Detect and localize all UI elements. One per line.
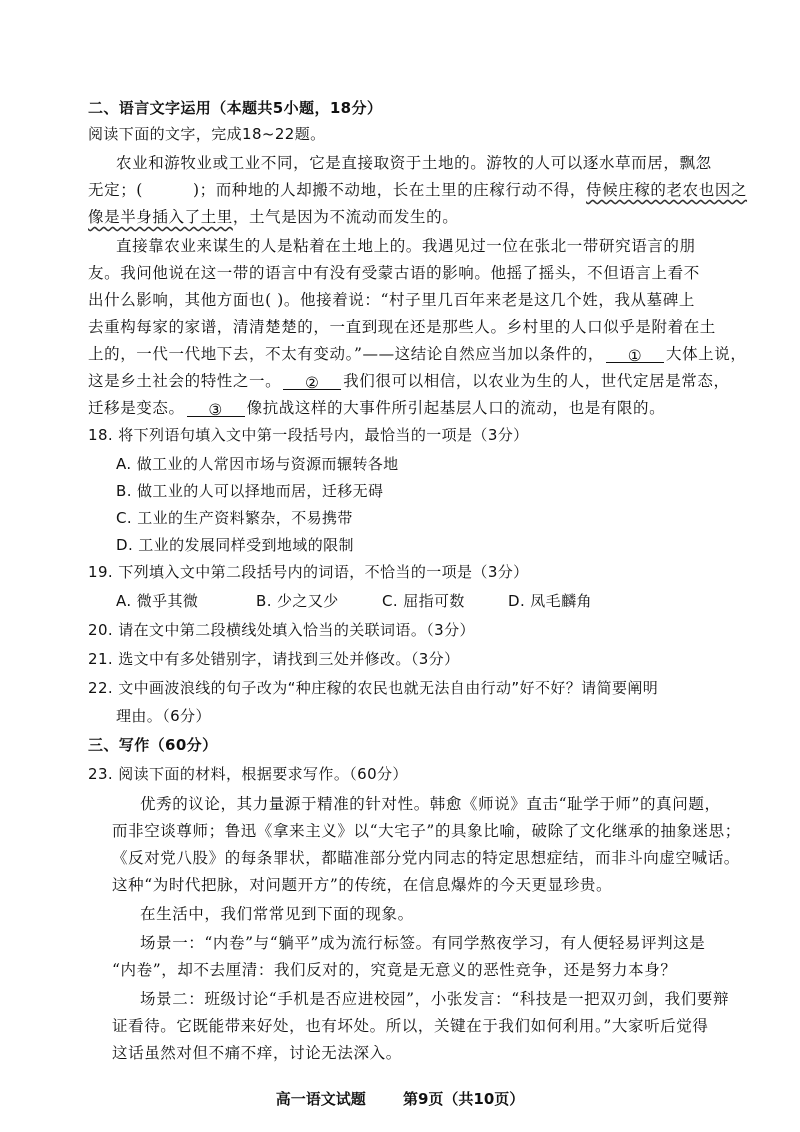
passage-p2-line1: 直接靠农业来谋生的人是粘着在土地上的。我遇见过一位在张北一带研究语言的朋	[116, 237, 696, 255]
q22-stem-line1: 22. 文中画波浪线的句子改为“种庄稼的农民也就无法自由行动”好不好？请简要阐明	[88, 679, 659, 697]
q23-stem: 23. 阅读下面的材料，根据要求写作。（60分）	[88, 765, 408, 783]
blank-3: ③	[187, 400, 245, 417]
q23-material-line2: 而非空谈尊师；鲁迅《拿来主义》以“大宅子”的具象比喻，破除了文化继承的抽象迷思；	[112, 822, 741, 840]
q23-scene1-line2: “内卷”，却不去厘清：我们反对的，究竟是无意义的恶性竞争，还是努力本身？	[112, 961, 677, 979]
passage-text: 迁移是变态。	[88, 399, 185, 417]
q19-option-d: D. 凤毛麟角	[508, 592, 592, 610]
passage-p2-line6	[88, 371, 730, 391]
q20-stem: 20. 请在文中第二段横线处填入恰当的关联词语。（3分）	[88, 621, 475, 639]
passage-p2-line3: 出什么影响，其他方面也( )。他接着说：“村子里几百年来老是这几个姓，我从墓碑上	[88, 291, 695, 309]
wavy-underlined-sentence: 像是半身插入了土里	[88, 208, 233, 226]
q19-option-c: C. 屈指可数	[382, 592, 465, 610]
section-2-instruction: 阅读下面的文字，完成18~22题。	[88, 125, 326, 143]
q23-material-line4: 这种“为时代把脉，对问题开方”的传统，在信息爆炸的今天更显珍贵。	[112, 876, 613, 894]
passage-p2-line7	[88, 398, 665, 418]
q19-option-a: A. 微乎其微	[116, 592, 199, 610]
q23-scene2-line3: 这话虽然对但不痛不痒，讨论无法深入。	[112, 1044, 402, 1062]
q23-material-line5: 在生活中，我们常常见到下面的现象。	[140, 905, 414, 923]
passage-p1-line1: 农业和游牧业或工业不同，它是直接取资于土地的。游牧的人可以逐水草而居，飘忽	[116, 154, 712, 172]
passage-text: )；而种地的人却搬不动地，长在土里的庄稼行动不得，	[192, 181, 587, 199]
passage-text: 上的，一代一代地下去，不太有变动。”——这结论自然应当加以条件的，	[88, 345, 604, 363]
passage-p2-line4: 去重构每家的家谱，清清楚楚的，一直到现在还是那些人。乡村里的人口似乎是附着在土	[88, 318, 716, 336]
q23-scene2-line1: 场景二：班级讨论“手机是否应进校园”，小张发言：“科技是一把双刃剑，我们要辩	[140, 990, 730, 1008]
passage-p1-line2	[88, 180, 747, 200]
q23-material-line1: 优秀的议论，其力量源于精准的针对性。韩愈《师说》直击“耻学于师”的真问题，	[140, 795, 721, 813]
passage-text: 大体上说，	[665, 345, 747, 363]
page-footer	[0, 1088, 800, 1109]
q22-stem-line2: 理由。（6分）	[116, 707, 211, 725]
blank-2: ②	[283, 373, 341, 390]
footer-subject: 高一语文试题	[275, 1090, 366, 1108]
passage-text: 无定；(	[88, 181, 143, 199]
q23-material-line3: 《反对党八股》的每条罪状，都瞄准部分党内同志的特定思想症结，而非斗向虚空喊话。	[112, 849, 740, 867]
passage-p1-line3	[88, 207, 458, 227]
q23-scene1-line1: 场景一：“内卷”与“躺平”成为流行标签。有同学熬夜学习，有人便轻易评判这是	[140, 934, 706, 952]
passage-text: 这是乡土社会的特性之一。	[88, 372, 282, 390]
q18-option-a: A. 做工业的人常因市场与资源而辗转各地	[116, 455, 399, 473]
q23-scene2-line2: 证看待。它既能带来好处，也有坏处。所以，关键在于我们如何利用。”大家听后觉得	[112, 1017, 709, 1035]
passage-text: 像抗战这样的大事件所引起基层人口的流动，也是有限的。	[246, 399, 666, 417]
q19-stem: 19. 下列填入文中第二段括号内的词语，不恰当的一项是（3分）	[88, 563, 529, 581]
wavy-underlined-sentence: 侍候庄稼的老农也因之	[586, 181, 748, 199]
q18-stem: 18. 将下列语句填入文中第一段括号内，最恰当的一项是（3分）	[88, 426, 529, 444]
q18-option-d: D. 工业的发展同样受到地域的限制	[116, 536, 354, 554]
passage-p2-line5	[88, 344, 747, 364]
q18-option-c: C. 工业的生产资料繁杂，不易携带	[116, 509, 353, 527]
passage-text: ，土气是因为不流动而发生的。	[232, 208, 459, 226]
section-3-heading: 三、写作（60分）	[88, 736, 218, 754]
section-2-heading: 二、语言文字运用（本题共5小题，18分）	[88, 99, 383, 117]
footer-page-number: 第9页（共10页）	[402, 1090, 525, 1108]
passage-text: 我们很可以相信，以农业为生的人，世代定居是常态，	[343, 372, 730, 390]
q19-option-b: B. 少之又少	[256, 592, 339, 610]
passage-p2-line2: 友。我问他说在这一带的语言中有没有受蒙古语的影响。他摇了摇头，不但语言上看不	[88, 264, 700, 282]
q21-stem: 21. 选文中有多处错别字，请找到三处并修改。（3分）	[88, 650, 460, 668]
q18-option-b: B. 做工业的人可以择地而居，迁移无碍	[116, 482, 384, 500]
blank-1: ①	[606, 346, 664, 363]
